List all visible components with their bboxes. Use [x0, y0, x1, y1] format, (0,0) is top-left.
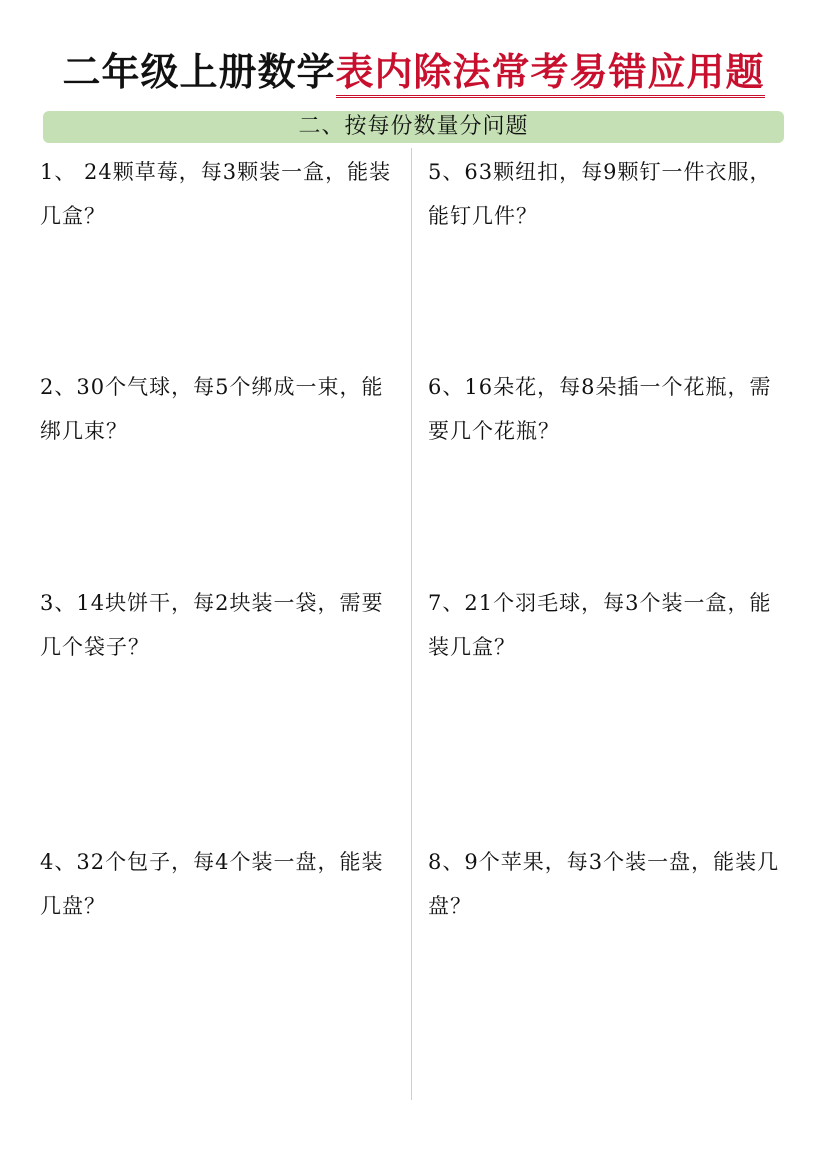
column-divider: [411, 148, 412, 1100]
problem-3: 3、14块饼干，每2块装一袋，需要几个袋子？: [40, 591, 384, 659]
title-grade-subject: 二年级上册数学: [62, 50, 336, 94]
problem-1: 1、 24颗草莓，每3颗装一盒，能装几盒？: [40, 160, 392, 228]
problem-8: 8、9个苹果，每3个装一盘，能装几盘？: [428, 850, 780, 918]
problem-6: 6、16朵花，每8朵插一个花瓶，需要几个花瓶？: [428, 375, 772, 443]
section-heading: 二、按每份数量分问题: [43, 111, 784, 143]
problem-4: 4、32个包子，每4个装一盘，能装几盘？: [40, 850, 384, 918]
problem-7: 7、21个羽毛球，每3个装一盒，能装几盒？: [428, 591, 772, 659]
problem-5: 5、63颗纽扣，每9颗钉一件衣服，能钉几件？: [428, 160, 772, 228]
problem-2: 2、30个气球，每5个绑成一束，能绑几束？: [40, 375, 384, 443]
page-title: [0, 44, 827, 100]
title-topic: 表内除法常考易错应用题: [336, 50, 765, 98]
